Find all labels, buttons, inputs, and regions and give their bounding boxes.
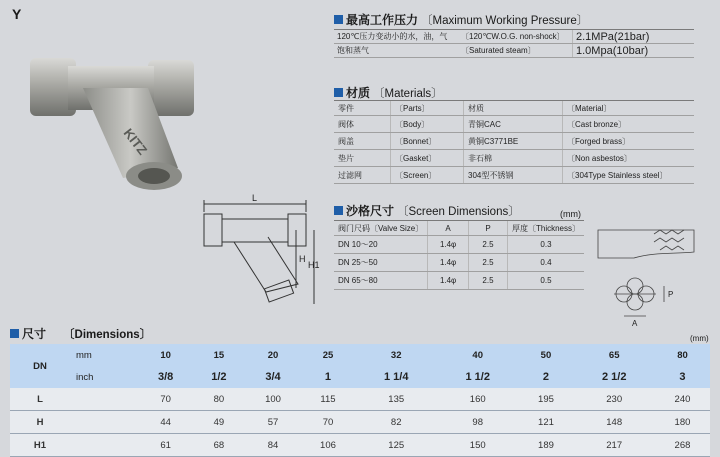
cell: 材质 xyxy=(464,101,563,116)
size-inch: 1/2 xyxy=(192,366,245,388)
bullet-square-icon xyxy=(334,15,343,24)
cell: 160 xyxy=(437,388,519,411)
cell: 阀盖 xyxy=(334,133,391,150)
screen-title xyxy=(334,202,520,219)
cell: 1.4φ xyxy=(428,272,469,290)
cell: 0.3 xyxy=(507,236,584,254)
size-inch: 2 xyxy=(518,366,573,388)
cell: 100 xyxy=(246,388,301,411)
cell: 〔Bonnet〕 xyxy=(391,133,464,150)
cell xyxy=(70,388,139,411)
size-inch: 1 xyxy=(300,366,355,388)
size-mm: 10 xyxy=(139,344,192,366)
cell: 57 xyxy=(246,411,301,434)
cell: 〔Saturated steam〕 xyxy=(458,44,573,58)
cell: 98 xyxy=(437,411,519,434)
product-marking: KITZ xyxy=(120,125,151,158)
size-mm: 25 xyxy=(300,344,355,366)
cell: 零件 xyxy=(334,101,391,116)
cell: 〔Cast bronze〕 xyxy=(563,116,695,133)
cell: DN 65～80 xyxy=(334,272,428,290)
table-row xyxy=(10,434,710,457)
dimension-drawing xyxy=(196,192,326,327)
cell: 1.4φ xyxy=(428,236,469,254)
dimensions-title xyxy=(10,325,151,342)
cell: 非石棉 xyxy=(464,150,563,167)
size-mm: 20 xyxy=(246,344,301,366)
cell: 84 xyxy=(246,434,301,457)
cell: 268 xyxy=(655,434,710,457)
cell: 70 xyxy=(300,411,355,434)
cell: 240 xyxy=(655,388,710,411)
table-row xyxy=(334,167,694,184)
bullet-square-icon xyxy=(334,206,343,215)
table-row xyxy=(334,101,694,116)
cell: 121 xyxy=(518,411,573,434)
cell: 厚度〔Thickness〕 xyxy=(507,221,584,236)
cell: 青铜CAC xyxy=(464,116,563,133)
size-inch: 3 xyxy=(655,366,710,388)
table-row xyxy=(10,366,710,388)
cell: 217 xyxy=(573,434,655,457)
cell: 2.5 xyxy=(468,272,507,290)
cell: 82 xyxy=(355,411,437,434)
pressure-title-cn: 最高工作压力 xyxy=(346,13,419,27)
cell: 148 xyxy=(573,411,655,434)
cell: 2.5 xyxy=(468,236,507,254)
cell: 68 xyxy=(192,434,245,457)
label-H1: H1 xyxy=(308,260,320,270)
size-inch: 1 1/4 xyxy=(355,366,437,388)
dimensions-table xyxy=(10,344,710,457)
table-row xyxy=(334,133,694,150)
size-mm: 15 xyxy=(192,344,245,366)
cell: 1.0Mpa(10bar) xyxy=(573,44,695,58)
screen-table xyxy=(334,221,584,290)
dimensions-title-cn: 尺寸 xyxy=(22,327,47,341)
pressure-title-en: 〔Maximum Working Pressure〕 xyxy=(421,14,589,27)
bullet-square-icon xyxy=(10,329,19,338)
size-mm: 50 xyxy=(518,344,573,366)
cell xyxy=(70,434,139,457)
cell: 垫片 xyxy=(334,150,391,167)
cell: 〔Gasket〕 xyxy=(391,150,464,167)
inch-header: inch xyxy=(70,366,139,388)
cell xyxy=(70,411,139,434)
row-label: L xyxy=(10,388,70,411)
cell: 195 xyxy=(518,388,573,411)
model-letter: Y xyxy=(12,6,22,22)
cell: 150 xyxy=(437,434,519,457)
table-row xyxy=(10,344,710,366)
size-mm: 40 xyxy=(437,344,519,366)
cell: 70 xyxy=(139,388,192,411)
cell: 〔Body〕 xyxy=(391,116,464,133)
cell: 189 xyxy=(518,434,573,457)
cell: 125 xyxy=(355,434,437,457)
size-inch: 1 1/2 xyxy=(437,366,519,388)
screen-title-en: 〔Screen Dimensions〕 xyxy=(397,205,520,218)
cell: A xyxy=(428,221,469,236)
size-mm: 32 xyxy=(355,344,437,366)
cell: 〔Screen〕 xyxy=(391,167,464,184)
bullet-square-icon xyxy=(334,88,343,97)
label-P: P xyxy=(668,290,674,299)
row-label: H1 xyxy=(10,434,70,457)
materials-title-cn: 材质 xyxy=(346,86,371,100)
mm-header: mm xyxy=(70,344,139,366)
cell: 黄铜C3771BE xyxy=(464,133,563,150)
cell: 180 xyxy=(655,411,710,434)
table-row xyxy=(334,30,694,44)
cell: P xyxy=(468,221,507,236)
cell: 49 xyxy=(192,411,245,434)
label-L: L xyxy=(252,193,258,203)
size-inch: 2 1/2 xyxy=(573,366,655,388)
cell: 阀门尺码〔Valve Size〕 xyxy=(334,221,428,236)
strainer-photo xyxy=(28,28,198,203)
cell: 〔Forged brass〕 xyxy=(563,133,695,150)
table-row xyxy=(334,236,584,254)
cell: 135 xyxy=(355,388,437,411)
table-row xyxy=(10,388,710,411)
cell: DN 10～20 xyxy=(334,236,428,254)
cell: 44 xyxy=(139,411,192,434)
label-H: H xyxy=(299,254,306,264)
table-row xyxy=(334,221,584,236)
table-row xyxy=(10,411,710,434)
screen-mesh-drawing xyxy=(594,212,702,332)
screen-title-cn: 沙格尺寸 xyxy=(346,204,395,218)
cell: 304型不锈钢 xyxy=(464,167,563,184)
dn-header: DN xyxy=(10,344,70,388)
table-row xyxy=(334,254,584,272)
materials-table xyxy=(334,101,694,184)
table-row xyxy=(334,150,694,167)
cell: 2.5 xyxy=(468,254,507,272)
cell: 106 xyxy=(300,434,355,457)
cell: 〔304Type Stainless steel〕 xyxy=(563,167,695,184)
pressure-table xyxy=(334,30,694,58)
cell: 1.4φ xyxy=(428,254,469,272)
cell: 〔Parts〕 xyxy=(391,101,464,116)
dimensions-unit: (mm) xyxy=(690,334,709,343)
cell: 〔Material〕 xyxy=(563,101,695,116)
size-mm: 65 xyxy=(573,344,655,366)
cell: 阀体 xyxy=(334,116,391,133)
cell: 80 xyxy=(192,388,245,411)
screen-unit: (mm) xyxy=(560,209,581,219)
cell: 0.4 xyxy=(507,254,584,272)
cell: 〔120℃W.O.G. non-shock〕 xyxy=(458,30,573,44)
cell: 120℃压力变动小的水，油，气 xyxy=(334,30,458,44)
materials-title xyxy=(334,84,443,101)
table-row xyxy=(334,272,584,290)
pressure-title xyxy=(334,11,588,28)
cell: 2.1MPa(21bar) xyxy=(573,30,695,44)
cell: 过滤网 xyxy=(334,167,391,184)
size-inch: 3/4 xyxy=(246,366,301,388)
materials-title-en: 〔Materials〕 xyxy=(373,87,443,100)
size-mm: 80 xyxy=(655,344,710,366)
row-label: H xyxy=(10,411,70,434)
cell: 〔Non asbestos〕 xyxy=(563,150,695,167)
label-A: A xyxy=(632,319,638,328)
cell: 饱和蒸气 xyxy=(334,44,458,58)
cell: 0.5 xyxy=(507,272,584,290)
dimensions-title-en: 〔Dimensions〕 xyxy=(63,328,152,341)
size-inch: 3/8 xyxy=(139,366,192,388)
cell: 115 xyxy=(300,388,355,411)
table-row xyxy=(334,44,694,58)
cell: 61 xyxy=(139,434,192,457)
cell: 230 xyxy=(573,388,655,411)
table-row xyxy=(334,116,694,133)
cell: DN 25～50 xyxy=(334,254,428,272)
